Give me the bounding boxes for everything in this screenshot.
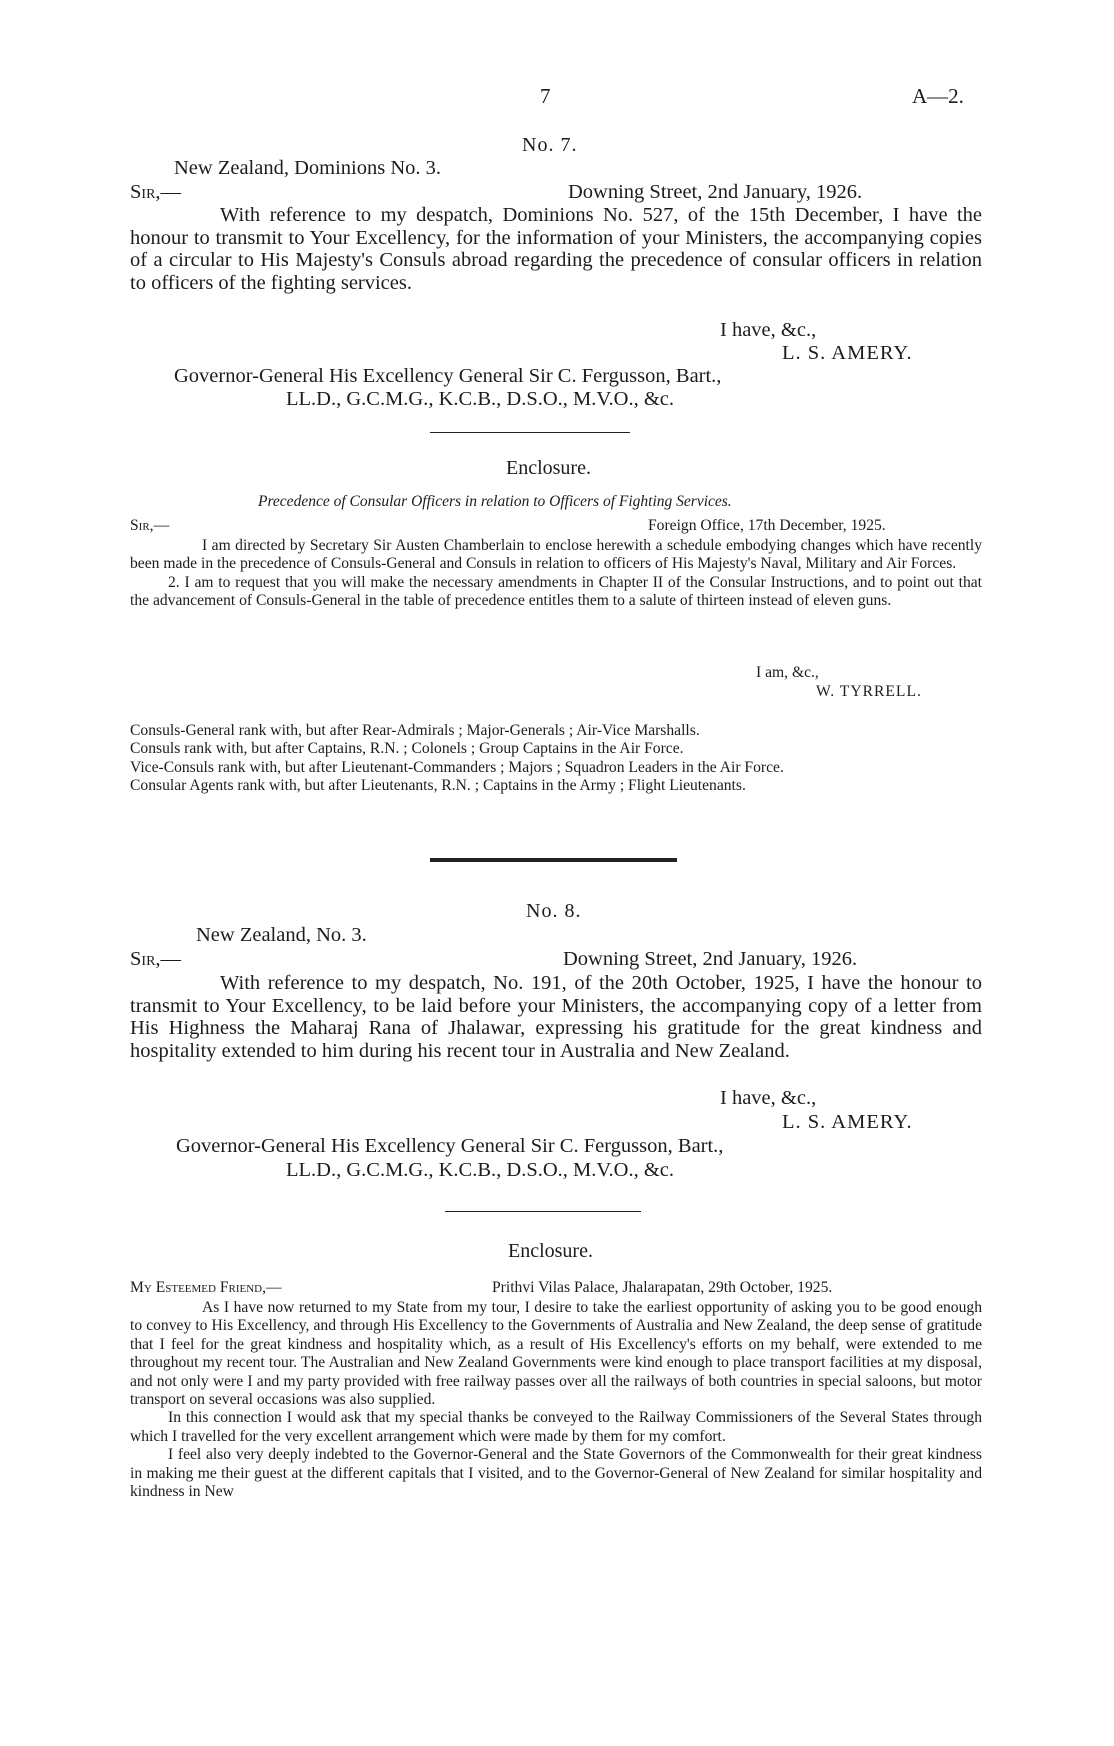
despatch-7-closing: I have, &c.,: [720, 319, 817, 341]
enclosure-7-subtitle: Precedence of Consular Officers in relation to Officers of Fighting Services.: [258, 493, 732, 510]
series-code: A—2.: [912, 84, 964, 108]
section-divider-thick: [430, 858, 677, 862]
enclosure-7-closing: I am, &c.,: [756, 664, 819, 681]
despatch-7-signature: L. S. AMERY.: [782, 342, 913, 364]
enclosure-7-para2: 2. I am to request that you will make the necessary amendments in Chapter II of the Consular Instructions, and to point out that the advancement of Consuls-General in the table of precedence entitles them to a salute of thirteen instead of eleven guns.: [130, 573, 982, 610]
enclosure-8-title: Enclosure.: [508, 1240, 593, 1262]
despatch-8-recipient-line2: LL.D., G.C.M.G., K.C.B., D.S.O., M.V.O., &c.: [286, 1159, 675, 1181]
section-divider-thin: [445, 1211, 641, 1212]
enclosure-7-para1: I am directed by Secretary Sir Austen Chamberlain to enclose herewith a schedule embodying changes which have recently been made in the precedence of Consuls-General and Consuls in relation to officers of His Majesty's Naval, Military and Air Forces.: [130, 537, 982, 573]
despatch-8-closing: I have, &c.,: [720, 1087, 817, 1109]
despatch-7-place-date: Downing Street, 2nd January, 1926.: [568, 181, 863, 203]
enclosure-8-place-date: Prithvi Vilas Palace, Jhalarapatan, 29th October, 1925.: [492, 1279, 833, 1296]
despatch-7-recipient-line1: Governor-General His Excellency General Sir C. Fergusson, Bart.,: [174, 365, 722, 387]
despatch-8-salutation: Sir,—: [130, 948, 182, 970]
enclosure-7-title: Enclosure.: [506, 457, 591, 479]
enclosure-7-place-date: Foreign Office, 17th December, 1925.: [648, 517, 886, 534]
despatch-7-addressee: New Zealand, Dominions No. 3.: [174, 157, 442, 179]
despatch-8-addressee: New Zealand, No. 3.: [196, 924, 367, 946]
enclosure-7-salutation: Sir,—: [130, 517, 170, 534]
despatch-7-body-text: With reference to my despatch, Dominions No. 527, of the 15th December, I have the honour to transmit to Your Excellency, for the information of your Ministers, the accompanying copies of a circular to His Majesty's Consuls abroad regarding the precedence of consular officers in relation to officers of the fighting services.: [130, 204, 982, 294]
despatch-8-signature: L. S. AMERY.: [782, 1111, 913, 1133]
despatch-7-salutation: Sir,—: [130, 181, 182, 203]
enclosure-8-para2: In this connection I would ask that my special thanks be conveyed to the Railway Commissioners of the Several States through which I travelled for the very excellent arrangement which were made by them for my comfort.: [130, 1409, 982, 1445]
despatch-8-body: [130, 972, 982, 1062]
despatch-number-7: No. 7.: [522, 134, 578, 156]
schedule-item: Vice-Consuls rank with, but after Lieutenant-Commanders ; Majors ; Squadron Leaders in the Air Force.: [130, 758, 784, 776]
enclosure-7-signature: W. TYRRELL.: [816, 683, 922, 700]
enclosure-8-salutation: My Esteemed Friend,—: [130, 1279, 282, 1296]
despatch-7-body: [130, 204, 982, 294]
despatch-8-recipient-line1: Governor-General His Excellency General Sir C. Fergusson, Bart.,: [176, 1135, 724, 1157]
page-number: 7: [540, 84, 551, 108]
enclosure-8-para1: As I have now returned to my State from my tour, I desire to take the earliest opportunity of asking you to be good enough to convey to His Excellency, and through His Excellency to the Governments of Australia and New Zealand, the deep sense of gratitude that I feel for the great kindness and hospitality which, as a result of His Excellency's efforts on my behalf, were extended to me throughout my recent tour. The Australian and New Zealand Governments were kind enough to place transport facilities at my disposal, and not only were I and my party provided with free railway passes over all the railways of both countries in special saloons, but motor transport on several occasions was also supplied.: [130, 1299, 982, 1409]
despatch-8-body-text: With reference to my despatch, No. 191, of the 20th October, 1925, I have the honour to transmit to Your Excellency, to be laid before your Ministers, the accompanying copy of a letter from His Highness the Maharaj Rana of Jhalawar, expressing his gratitude for the great kindness and hospitality extended to him during his recent tour in Australia and New Zealand.: [130, 972, 982, 1062]
despatch-number-8: No. 8.: [526, 900, 582, 922]
enclosure-8-para3: I feel also very deeply indebted to the Governor-General and the State Governors of the Commonwealth for their great kindness in making me their guest at the different capitals that I visited, and to the Governor-General of New Zealand for similar hospitality and kindness in New: [130, 1446, 982, 1501]
despatch-8-place-date: Downing Street, 2nd January, 1926.: [563, 948, 858, 970]
section-divider-thin: [430, 432, 630, 433]
schedule-item: Consuls rank with, but after Captains, R.N. ; Colonels ; Group Captains in the Air Force.: [130, 740, 684, 758]
enclosure-8-body: [130, 1299, 982, 1501]
despatch-7-recipient-line2: LL.D., G.C.M.G., K.C.B., D.S.O., M.V.O., &c.: [286, 388, 675, 410]
enclosure-7-body: [130, 537, 982, 611]
precedence-schedule: [130, 722, 982, 796]
schedule-item: Consular Agents rank with, but after Lieutenants, R.N. ; Captains in the Army ; Flight Lieutenants.: [130, 777, 746, 795]
schedule-item: Consuls-General rank with, but after Rear-Admirals ; Major-Generals ; Air-Vice Marshalls.: [130, 722, 700, 739]
